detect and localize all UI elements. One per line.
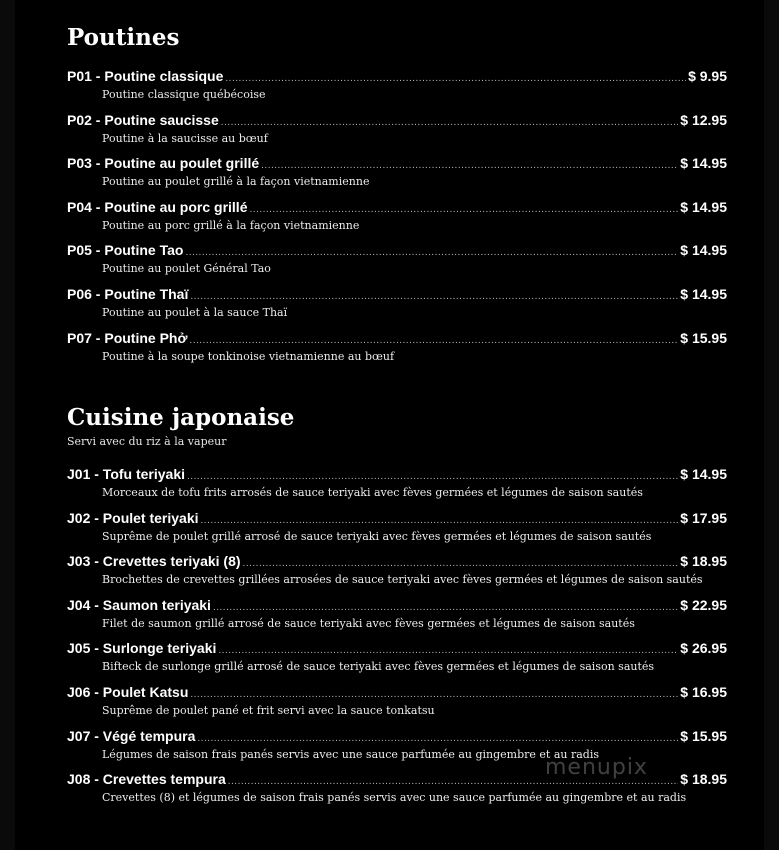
item-description: Brochettes de crevettes grillées arrosées de sauce teriyaki avec fèves germées et légumes de saison sautés xyxy=(102,573,703,587)
menu-item xyxy=(67,684,727,728)
item-name: J07 - Végé tempura xyxy=(67,727,196,744)
menupix-watermark: menupix xyxy=(545,755,648,780)
item-name: P02 - Poutine saucisse xyxy=(67,111,219,128)
item-name: P01 - Poutine classique xyxy=(67,68,224,84)
item-description: Poutine au poulet Général Tao xyxy=(102,262,271,276)
item-price: $ 22.95 xyxy=(680,596,727,613)
menu-item xyxy=(67,640,727,684)
dot-leader xyxy=(243,555,679,572)
item-name: P05 - Poutine Tao xyxy=(67,242,184,259)
dot-leader xyxy=(218,642,678,659)
item-description: Suprême de poulet grillé arrosé de sauce teriyaki avec fèves germées et légumes de saison sautés xyxy=(102,529,652,543)
dot-leader xyxy=(249,201,678,218)
item-name: P07 - Poutine Phở xyxy=(67,329,188,346)
item-description: Suprême de poulet pané et frit servi avec la sauce tonkatsu xyxy=(102,703,435,717)
item-price: $ 15.95 xyxy=(680,329,727,346)
item-name: P06 - Poutine Thaï xyxy=(67,285,189,302)
item-price: $ 18.95 xyxy=(680,553,727,570)
item-description: Poutine au poulet à la sauce Thaï xyxy=(102,305,288,319)
dot-leader xyxy=(197,730,678,747)
item-name: J01 - Tofu teriyaki xyxy=(67,466,186,482)
menu-item xyxy=(67,242,727,286)
menu-item xyxy=(67,112,727,156)
item-price: $ 9.95 xyxy=(688,68,727,84)
item-price: $ 14.95 xyxy=(680,155,727,172)
dot-leader xyxy=(261,157,678,174)
item-price: $ 17.95 xyxy=(680,509,727,526)
item-description: Poutine à la saucisse au bœuf xyxy=(102,131,268,145)
dot-leader xyxy=(221,114,679,131)
item-name: P03 - Poutine au poulet grillé xyxy=(67,155,260,172)
section-title: Cuisine japonaise xyxy=(67,404,295,431)
item-name: P04 - Poutine au porc grillé xyxy=(67,198,248,215)
item-price: $ 14.95 xyxy=(680,466,727,482)
item-description: Bifteck de surlonge grillé arrosé de sauce teriyaki avec fèves germées et légumes de saison sautés xyxy=(102,660,655,674)
dot-leader xyxy=(189,332,678,349)
item-price: $ 15.95 xyxy=(680,727,727,744)
item-description: Légumes de saison frais panés servis avec une sauce parfumée au gingembre et au radis xyxy=(102,747,599,761)
menu-item xyxy=(67,199,727,243)
dot-leader xyxy=(190,288,678,305)
section-title: Poutines xyxy=(67,24,180,51)
dot-leader xyxy=(201,512,679,529)
dot-leader xyxy=(213,599,678,616)
dot-leader xyxy=(187,468,678,485)
section-poutines xyxy=(67,24,727,373)
menu-item xyxy=(67,553,727,597)
item-name: J08 - Crevettes tempura xyxy=(67,771,226,788)
item-description: Crevettes (8) et légumes de saison frais panés servis avec une sauce parfumée au gingembre et au radis xyxy=(102,791,687,805)
item-price: $ 16.95 xyxy=(680,683,727,700)
item-price: $ 18.95 xyxy=(680,771,727,788)
item-name: J03 - Crevettes teriyaki (8) xyxy=(67,553,241,570)
item-name: J06 - Poulet Katsu xyxy=(67,683,189,700)
item-description: Filet de saumon grillé arrosé de sauce teriyaki avec fèves germées et légumes de saison sautés xyxy=(102,616,635,630)
section-cuisine-japonaise xyxy=(67,404,727,815)
item-description: Poutine classique québécoise xyxy=(102,88,266,101)
menu-item xyxy=(67,155,727,199)
menu-item xyxy=(67,597,727,641)
menu-item xyxy=(67,330,727,374)
menu-item xyxy=(67,510,727,554)
item-price: $ 14.95 xyxy=(680,285,727,302)
item-description: Poutine au poulet grillé à la façon vietnamienne xyxy=(102,175,370,189)
item-price: $ 14.95 xyxy=(680,242,727,259)
menu-list xyxy=(67,68,727,373)
menu-item xyxy=(67,286,727,330)
item-name: J04 - Saumon teriyaki xyxy=(67,596,211,613)
item-name: J05 - Surlonge teriyaki xyxy=(67,640,217,657)
item-description: Poutine à la soupe tonkinoise vietnamienne au bœuf xyxy=(102,349,395,363)
item-price: $ 26.95 xyxy=(680,640,727,657)
menu-item xyxy=(67,68,727,112)
dot-leader xyxy=(185,244,678,261)
section-subtitle: Servi avec du riz à la vapeur xyxy=(67,435,227,448)
dot-leader xyxy=(225,70,686,87)
item-name: J02 - Poulet teriyaki xyxy=(67,509,199,526)
item-price: $ 12.95 xyxy=(680,111,727,128)
item-price: $ 14.95 xyxy=(680,198,727,215)
item-description: Poutine au porc grillé à la façon vietnamienne xyxy=(102,218,360,232)
item-description: Morceaux de tofu frits arrosés de sauce teriyaki avec fèves germées et légumes de saison sautés xyxy=(102,486,643,499)
menu-item xyxy=(67,466,727,510)
menu-page xyxy=(15,0,764,850)
dot-leader xyxy=(190,686,678,703)
